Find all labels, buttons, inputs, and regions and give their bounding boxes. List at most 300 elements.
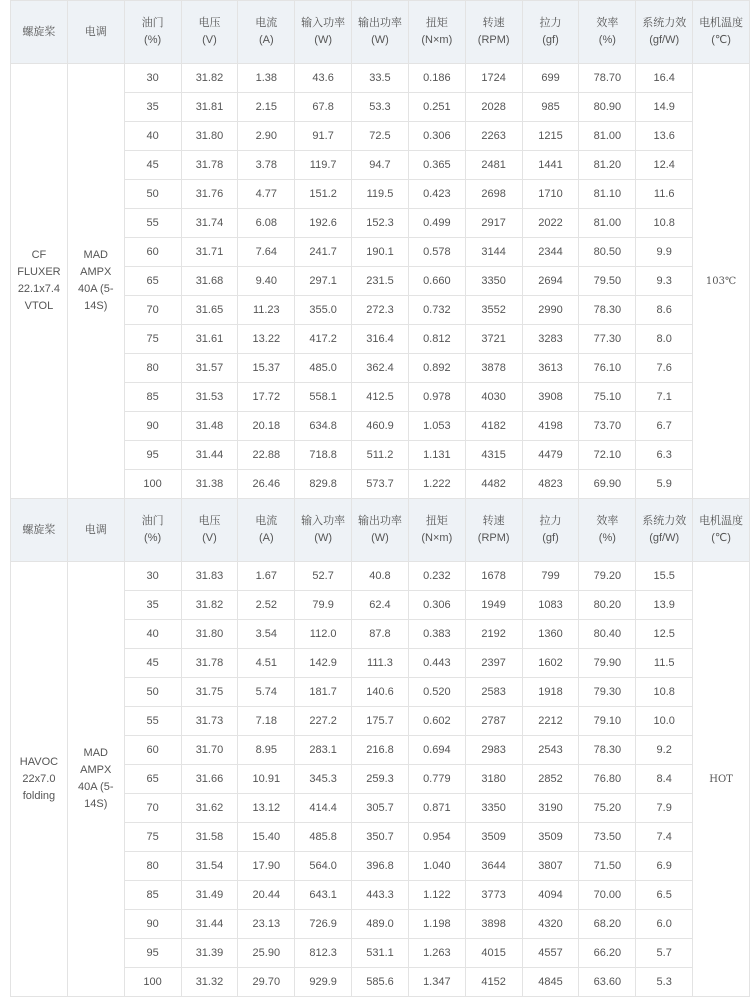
cell-current: 1.67	[238, 562, 295, 591]
cell-rpm: 3350	[465, 794, 522, 823]
cell-output-power: 396.8	[352, 852, 409, 881]
cell-efficiency: 80.50	[579, 238, 636, 267]
cell-system-efficiency: 11.6	[636, 180, 693, 209]
cell-efficiency: 72.10	[579, 441, 636, 470]
cell-input-power: 119.7	[295, 151, 352, 180]
cell-system-efficiency: 14.9	[636, 93, 693, 122]
cell-output-power: 216.8	[352, 736, 409, 765]
cell-torque: 0.779	[408, 765, 465, 794]
cell-input-power: 227.2	[295, 707, 352, 736]
cell-current: 4.51	[238, 649, 295, 678]
cell-throttle: 60	[124, 238, 181, 267]
cell-system-efficiency: 6.0	[636, 910, 693, 939]
cell-output-power: 72.5	[352, 122, 409, 151]
cell-voltage: 31.83	[181, 562, 238, 591]
cell-thrust: 3283	[522, 325, 579, 354]
cell-rpm: 1949	[465, 591, 522, 620]
cell-voltage: 31.74	[181, 209, 238, 238]
cell-current: 20.44	[238, 881, 295, 910]
cell-efficiency: 78.30	[579, 736, 636, 765]
table-body	[11, 1, 750, 997]
cell-rpm: 4315	[465, 441, 522, 470]
cell-current: 25.90	[238, 939, 295, 968]
cell-efficiency: 70.00	[579, 881, 636, 910]
cell-efficiency: 77.30	[579, 325, 636, 354]
cell-throttle: 40	[124, 620, 181, 649]
cell-rpm: 3350	[465, 267, 522, 296]
cell-input-power: 558.1	[295, 383, 352, 412]
cell-efficiency: 75.20	[579, 794, 636, 823]
cell-rpm: 2787	[465, 707, 522, 736]
cell-torque: 0.443	[408, 649, 465, 678]
cell-input-power: 142.9	[295, 649, 352, 678]
cell-input-power: 345.3	[295, 765, 352, 794]
cell-torque: 0.732	[408, 296, 465, 325]
cell-output-power: 87.8	[352, 620, 409, 649]
cell-system-efficiency: 5.9	[636, 470, 693, 499]
header-efficiency: 效率 (%)	[579, 1, 636, 64]
cell-voltage: 31.75	[181, 678, 238, 707]
header-motor-temp: 电机温度 (℃)	[693, 499, 750, 562]
cell-current: 2.15	[238, 93, 295, 122]
cell-efficiency: 69.90	[579, 470, 636, 499]
cell-throttle: 70	[124, 296, 181, 325]
cell-rpm: 2983	[465, 736, 522, 765]
cell-efficiency: 81.20	[579, 151, 636, 180]
cell-input-power: 112.0	[295, 620, 352, 649]
cell-system-efficiency: 7.6	[636, 354, 693, 383]
cell-efficiency: 76.10	[579, 354, 636, 383]
cell-current: 4.77	[238, 180, 295, 209]
cell-rpm: 4015	[465, 939, 522, 968]
header-output-power: 输出功率 (W)	[352, 499, 409, 562]
cell-output-power: 259.3	[352, 765, 409, 794]
cell-voltage: 31.71	[181, 238, 238, 267]
cell-voltage: 31.48	[181, 412, 238, 441]
cell-voltage: 31.44	[181, 441, 238, 470]
cell-voltage: 31.62	[181, 794, 238, 823]
cell-throttle: 40	[124, 122, 181, 151]
cell-input-power: 829.8	[295, 470, 352, 499]
cell-throttle: 75	[124, 325, 181, 354]
cell-current: 13.22	[238, 325, 295, 354]
cell-efficiency: 81.00	[579, 122, 636, 151]
cell-input-power: 564.0	[295, 852, 352, 881]
cell-system-efficiency: 7.4	[636, 823, 693, 852]
cell-efficiency: 81.10	[579, 180, 636, 209]
header-input-power: 输入功率 (W)	[295, 1, 352, 64]
cell-rpm: 3644	[465, 852, 522, 881]
cell-torque: 1.053	[408, 412, 465, 441]
cell-output-power: 175.7	[352, 707, 409, 736]
cell-thrust: 699	[522, 64, 579, 93]
cell-output-power: 350.7	[352, 823, 409, 852]
header-propeller: 螺旋桨	[11, 1, 68, 64]
cell-efficiency: 66.20	[579, 939, 636, 968]
header-propeller: 螺旋桨	[11, 499, 68, 562]
cell-efficiency: 78.70	[579, 64, 636, 93]
cell-torque: 1.347	[408, 968, 465, 997]
cell-voltage: 31.68	[181, 267, 238, 296]
cell-rpm: 2698	[465, 180, 522, 209]
cell-throttle: 65	[124, 765, 181, 794]
cell-output-power: 231.5	[352, 267, 409, 296]
cell-throttle: 35	[124, 93, 181, 122]
cell-system-efficiency: 12.4	[636, 151, 693, 180]
cell-torque: 0.499	[408, 209, 465, 238]
cell-voltage: 31.80	[181, 122, 238, 151]
cell-current: 3.78	[238, 151, 295, 180]
cell-torque: 0.660	[408, 267, 465, 296]
cell-input-power: 151.2	[295, 180, 352, 209]
cell-voltage: 31.73	[181, 707, 238, 736]
cell-efficiency: 78.30	[579, 296, 636, 325]
cell-rpm: 3898	[465, 910, 522, 939]
cell-throttle: 80	[124, 852, 181, 881]
cell-output-power: 316.4	[352, 325, 409, 354]
cell-output-power: 190.1	[352, 238, 409, 267]
cell-torque: 0.306	[408, 591, 465, 620]
cell-voltage: 31.70	[181, 736, 238, 765]
cell-thrust: 4823	[522, 470, 579, 499]
cell-input-power: 241.7	[295, 238, 352, 267]
cell-torque: 0.892	[408, 354, 465, 383]
cell-output-power: 460.9	[352, 412, 409, 441]
table-row	[11, 562, 750, 591]
cell-current: 20.18	[238, 412, 295, 441]
cell-current: 7.18	[238, 707, 295, 736]
header-rpm: 转速 (RPM)	[465, 499, 522, 562]
cell-efficiency: 68.20	[579, 910, 636, 939]
cell-rpm: 3144	[465, 238, 522, 267]
header-torque: 扭矩 (N×m)	[408, 1, 465, 64]
cell-current: 15.37	[238, 354, 295, 383]
cell-efficiency: 63.60	[579, 968, 636, 997]
cell-torque: 1.040	[408, 852, 465, 881]
cell-input-power: 297.1	[295, 267, 352, 296]
cell-output-power: 62.4	[352, 591, 409, 620]
cell-current: 3.54	[238, 620, 295, 649]
cell-output-power: 119.5	[352, 180, 409, 209]
cell-throttle: 45	[124, 151, 181, 180]
cell-efficiency: 79.50	[579, 267, 636, 296]
cell-output-power: 152.3	[352, 209, 409, 238]
header-rpm: 转速 (RPM)	[465, 1, 522, 64]
header-output-power: 输出功率 (W)	[352, 1, 409, 64]
cell-output-power: 412.5	[352, 383, 409, 412]
cell-efficiency: 81.00	[579, 209, 636, 238]
cell-current: 17.90	[238, 852, 295, 881]
cell-system-efficiency: 5.7	[636, 939, 693, 968]
cell-rpm: 3773	[465, 881, 522, 910]
cell-thrust: 1441	[522, 151, 579, 180]
cell-torque: 0.871	[408, 794, 465, 823]
cell-input-power: 726.9	[295, 910, 352, 939]
cell-throttle: 50	[124, 678, 181, 707]
cell-throttle: 80	[124, 354, 181, 383]
header-efficiency: 效率 (%)	[579, 499, 636, 562]
cell-thrust: 2694	[522, 267, 579, 296]
header-torque: 扭矩 (N×m)	[408, 499, 465, 562]
cell-voltage: 31.76	[181, 180, 238, 209]
cell-thrust: 3190	[522, 794, 579, 823]
cell-system-efficiency: 16.4	[636, 64, 693, 93]
cell-throttle: 45	[124, 649, 181, 678]
cell-output-power: 585.6	[352, 968, 409, 997]
cell-system-efficiency: 10.8	[636, 209, 693, 238]
cell-current: 6.08	[238, 209, 295, 238]
cell-output-power: 53.3	[352, 93, 409, 122]
cell-thrust: 985	[522, 93, 579, 122]
header-thrust: 拉力 (gf)	[522, 499, 579, 562]
cell-input-power: 43.6	[295, 64, 352, 93]
esc-name: MAD AMPX 40A (5- 14S)	[67, 562, 124, 997]
cell-output-power: 272.3	[352, 296, 409, 325]
cell-current: 8.95	[238, 736, 295, 765]
header-system-efficiency: 系统力效 (gf/W)	[636, 499, 693, 562]
cell-input-power: 91.7	[295, 122, 352, 151]
cell-voltage: 31.38	[181, 470, 238, 499]
motor-temperature: 103℃	[693, 64, 750, 499]
cell-torque: 0.365	[408, 151, 465, 180]
cell-thrust: 2212	[522, 707, 579, 736]
motor-test-table	[10, 0, 750, 997]
cell-current: 11.23	[238, 296, 295, 325]
cell-thrust: 4320	[522, 910, 579, 939]
cell-system-efficiency: 8.6	[636, 296, 693, 325]
cell-current: 1.38	[238, 64, 295, 93]
cell-output-power: 443.3	[352, 881, 409, 910]
cell-system-efficiency: 7.1	[636, 383, 693, 412]
cell-thrust: 4557	[522, 939, 579, 968]
cell-input-power: 283.1	[295, 736, 352, 765]
cell-system-efficiency: 10.8	[636, 678, 693, 707]
cell-thrust: 4845	[522, 968, 579, 997]
cell-throttle: 85	[124, 881, 181, 910]
cell-input-power: 52.7	[295, 562, 352, 591]
header-thrust: 拉力 (gf)	[522, 1, 579, 64]
cell-output-power: 140.6	[352, 678, 409, 707]
cell-rpm: 2481	[465, 151, 522, 180]
cell-torque: 0.602	[408, 707, 465, 736]
header-esc: 电调	[67, 499, 124, 562]
cell-input-power: 929.9	[295, 968, 352, 997]
cell-torque: 0.954	[408, 823, 465, 852]
cell-output-power: 511.2	[352, 441, 409, 470]
cell-input-power: 181.7	[295, 678, 352, 707]
cell-efficiency: 80.40	[579, 620, 636, 649]
cell-efficiency: 76.80	[579, 765, 636, 794]
cell-voltage: 31.39	[181, 939, 238, 968]
cell-throttle: 55	[124, 209, 181, 238]
cell-input-power: 485.8	[295, 823, 352, 852]
cell-current: 10.91	[238, 765, 295, 794]
cell-current: 5.74	[238, 678, 295, 707]
cell-voltage: 31.82	[181, 591, 238, 620]
cell-thrust: 1918	[522, 678, 579, 707]
header-system-efficiency: 系统力效 (gf/W)	[636, 1, 693, 64]
cell-rpm: 3180	[465, 765, 522, 794]
cell-input-power: 355.0	[295, 296, 352, 325]
cell-torque: 0.423	[408, 180, 465, 209]
cell-output-power: 531.1	[352, 939, 409, 968]
header-voltage: 电压 (V)	[181, 1, 238, 64]
cell-voltage: 31.80	[181, 620, 238, 649]
cell-output-power: 362.4	[352, 354, 409, 383]
cell-current: 22.88	[238, 441, 295, 470]
cell-system-efficiency: 9.9	[636, 238, 693, 267]
cell-system-efficiency: 9.3	[636, 267, 693, 296]
cell-current: 23.13	[238, 910, 295, 939]
cell-throttle: 75	[124, 823, 181, 852]
cell-efficiency: 71.50	[579, 852, 636, 881]
cell-torque: 0.306	[408, 122, 465, 151]
cell-rpm: 4182	[465, 412, 522, 441]
cell-system-efficiency: 11.5	[636, 649, 693, 678]
cell-thrust: 1215	[522, 122, 579, 151]
cell-torque: 0.186	[408, 64, 465, 93]
cell-torque: 0.383	[408, 620, 465, 649]
header-throttle: 油门 (%)	[124, 499, 181, 562]
cell-output-power: 489.0	[352, 910, 409, 939]
header-motor-temp: 电机温度 (℃)	[693, 1, 750, 64]
cell-thrust: 1083	[522, 591, 579, 620]
cell-system-efficiency: 6.5	[636, 881, 693, 910]
cell-throttle: 85	[124, 383, 181, 412]
header-throttle: 油门 (%)	[124, 1, 181, 64]
cell-rpm: 2192	[465, 620, 522, 649]
cell-current: 2.90	[238, 122, 295, 151]
cell-voltage: 31.49	[181, 881, 238, 910]
header-voltage: 电压 (V)	[181, 499, 238, 562]
cell-output-power: 40.8	[352, 562, 409, 591]
cell-thrust: 1360	[522, 620, 579, 649]
cell-thrust: 2344	[522, 238, 579, 267]
cell-current: 15.40	[238, 823, 295, 852]
cell-system-efficiency: 13.6	[636, 122, 693, 151]
cell-efficiency: 79.90	[579, 649, 636, 678]
cell-current: 26.46	[238, 470, 295, 499]
cell-thrust: 2543	[522, 736, 579, 765]
header-row	[11, 499, 750, 562]
cell-output-power: 111.3	[352, 649, 409, 678]
cell-throttle: 100	[124, 968, 181, 997]
cell-system-efficiency: 9.2	[636, 736, 693, 765]
cell-throttle: 95	[124, 441, 181, 470]
cell-voltage: 31.81	[181, 93, 238, 122]
cell-input-power: 414.4	[295, 794, 352, 823]
cell-current: 17.72	[238, 383, 295, 412]
cell-thrust: 4479	[522, 441, 579, 470]
cell-throttle: 60	[124, 736, 181, 765]
cell-throttle: 70	[124, 794, 181, 823]
cell-rpm: 2397	[465, 649, 522, 678]
cell-torque: 1.122	[408, 881, 465, 910]
cell-torque: 0.978	[408, 383, 465, 412]
cell-torque: 1.198	[408, 910, 465, 939]
header-esc: 电调	[67, 1, 124, 64]
cell-voltage: 31.54	[181, 852, 238, 881]
cell-output-power: 94.7	[352, 151, 409, 180]
cell-system-efficiency: 13.9	[636, 591, 693, 620]
cell-efficiency: 73.70	[579, 412, 636, 441]
cell-rpm: 3721	[465, 325, 522, 354]
cell-thrust: 3908	[522, 383, 579, 412]
cell-current: 9.40	[238, 267, 295, 296]
cell-thrust: 4094	[522, 881, 579, 910]
cell-efficiency: 79.30	[579, 678, 636, 707]
cell-thrust: 2852	[522, 765, 579, 794]
cell-voltage: 31.61	[181, 325, 238, 354]
cell-torque: 1.263	[408, 939, 465, 968]
cell-throttle: 35	[124, 591, 181, 620]
cell-current: 2.52	[238, 591, 295, 620]
cell-system-efficiency: 10.0	[636, 707, 693, 736]
cell-input-power: 718.8	[295, 441, 352, 470]
cell-thrust: 3807	[522, 852, 579, 881]
cell-thrust: 799	[522, 562, 579, 591]
cell-torque: 0.520	[408, 678, 465, 707]
cell-system-efficiency: 6.7	[636, 412, 693, 441]
cell-throttle: 30	[124, 64, 181, 93]
cell-voltage: 31.82	[181, 64, 238, 93]
cell-voltage: 31.78	[181, 649, 238, 678]
cell-throttle: 30	[124, 562, 181, 591]
cell-input-power: 417.2	[295, 325, 352, 354]
cell-voltage: 31.78	[181, 151, 238, 180]
cell-rpm: 4030	[465, 383, 522, 412]
cell-rpm: 4152	[465, 968, 522, 997]
cell-throttle: 90	[124, 412, 181, 441]
cell-rpm: 2583	[465, 678, 522, 707]
cell-output-power: 33.5	[352, 64, 409, 93]
cell-rpm: 3509	[465, 823, 522, 852]
cell-torque: 0.694	[408, 736, 465, 765]
cell-throttle: 90	[124, 910, 181, 939]
cell-input-power: 634.8	[295, 412, 352, 441]
cell-rpm: 2917	[465, 209, 522, 238]
cell-thrust: 3509	[522, 823, 579, 852]
cell-rpm: 1724	[465, 64, 522, 93]
header-input-power: 输入功率 (W)	[295, 499, 352, 562]
cell-efficiency: 79.20	[579, 562, 636, 591]
cell-rpm: 2028	[465, 93, 522, 122]
cell-rpm: 3878	[465, 354, 522, 383]
cell-system-efficiency: 5.3	[636, 968, 693, 997]
cell-system-efficiency: 6.9	[636, 852, 693, 881]
cell-voltage: 31.53	[181, 383, 238, 412]
cell-efficiency: 80.90	[579, 93, 636, 122]
cell-torque: 0.232	[408, 562, 465, 591]
cell-torque: 0.812	[408, 325, 465, 354]
cell-throttle: 100	[124, 470, 181, 499]
cell-thrust: 4198	[522, 412, 579, 441]
cell-efficiency: 80.20	[579, 591, 636, 620]
cell-input-power: 192.6	[295, 209, 352, 238]
cell-efficiency: 73.50	[579, 823, 636, 852]
propeller-name: CF FLUXER 22.1x7.4 VTOL	[11, 64, 68, 499]
cell-voltage: 31.65	[181, 296, 238, 325]
propeller-name: HAVOC 22x7.0 folding	[11, 562, 68, 997]
cell-voltage: 31.58	[181, 823, 238, 852]
cell-voltage: 31.57	[181, 354, 238, 383]
cell-system-efficiency: 8.0	[636, 325, 693, 354]
cell-system-efficiency: 6.3	[636, 441, 693, 470]
esc-name: MAD AMPX 40A (5- 14S)	[67, 64, 124, 499]
cell-input-power: 485.0	[295, 354, 352, 383]
cell-rpm: 3552	[465, 296, 522, 325]
cell-system-efficiency: 7.9	[636, 794, 693, 823]
